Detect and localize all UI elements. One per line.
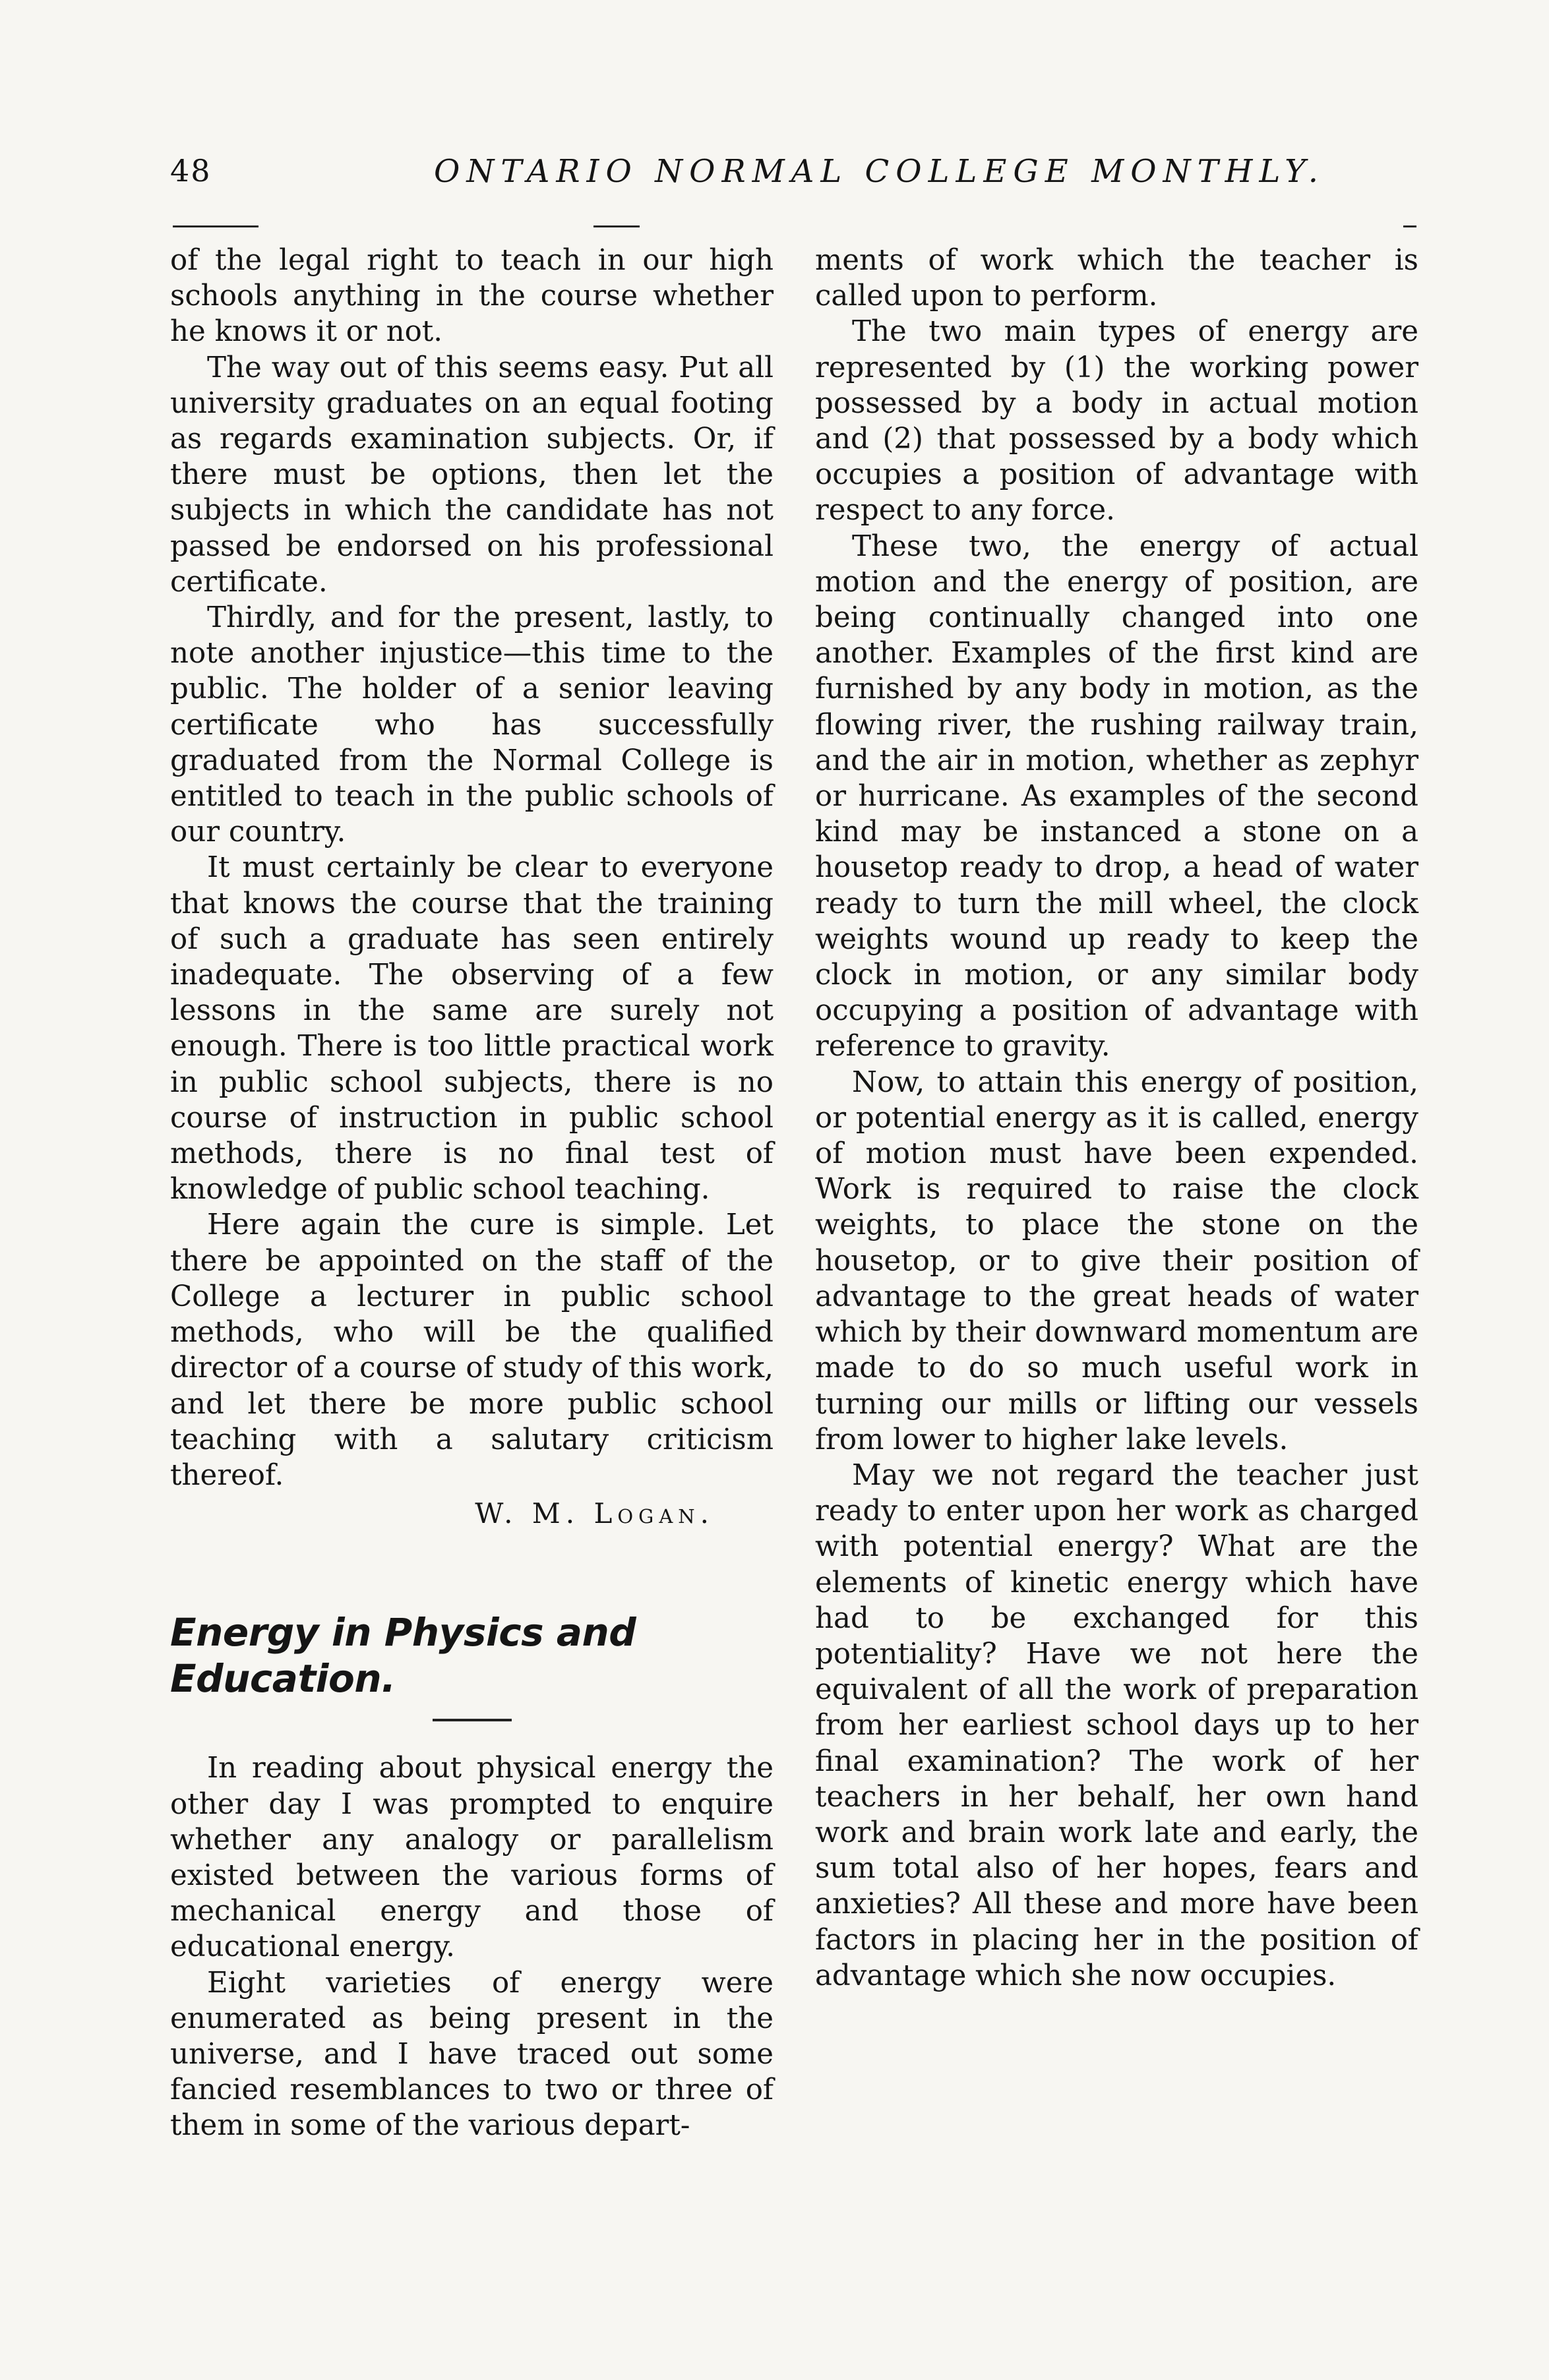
right-column	[815, 243, 1418, 1994]
left-column	[170, 243, 774, 2144]
paragraph: ments of work which the teacher is called upon to perform.	[815, 244, 1418, 313]
paragraph: The two main types of energy are represented by (1) the working power possessed by a body in actual motion and (2) that possessed by a body which occupies a position of advantage with respect to any force.	[815, 315, 1418, 527]
paragraph: Eight varieties of energy were enumerated as being present in the universe, and I have traced out some fancied resemblances to two or three of them in some of the various depart-	[170, 1966, 774, 2143]
header-rule-middle	[593, 225, 640, 227]
title-rule	[433, 1719, 512, 1721]
paragraph: The way out of this seems easy. Put all university graduates on an equal footing as regards examination subjects. Or, if there must be options, then let the subjects in which the candidate has not passed be endorsed on his professional certificate.	[170, 351, 774, 599]
author-signature: W. M. Logan.	[475, 1497, 714, 1530]
paragraph: Here again the cure is simple. Let there be appointed on the staff of the College a lecturer in public school methods, who will be the qualified director of a course of study of this work, and let there be more public school teaching with a salutary criticism thereof.	[170, 1208, 774, 1492]
page-number: 48	[170, 153, 212, 189]
paragraph: of the legal right to teach in our high schools anything in the course whether he knows it or not.	[170, 244, 774, 349]
paragraph: Thirdly, and for the present, lastly, to note another injustice—this time to the public. The holder of a senior leaving certificate who has successfully graduated from the Normal College is entitled to teach in the public schools of our country.	[170, 601, 774, 849]
article-title: Energy in Physics and Education.	[170, 1610, 636, 1702]
paragraph: It must certainly be clear to everyone that knows the course that the training of such a graduate has seen entirely inadequate. The observing of a few lessons in the same are surely not enough. There is too little practical work in public school subjects, there is no course of instruction in public school methods, there is no final test of knowledge of public school teaching.	[170, 851, 774, 1206]
paragraph: Now, to attain this energy of position, or potential energy as it is called, energy of motion must have been expended. Work is required to raise the clock weights, to place the stone on the housetop, or to give their position of advantage to the great heads of water which by their downward momentum are made to do so much useful work in turning our mills or lifting our vessels from lower to higher lake levels.	[815, 1065, 1418, 1456]
running-title: ONTARIO NORMAL COLLEGE MONTHLY.	[434, 153, 1325, 190]
paragraph: May we not regard the teacher just ready to enter upon her work as charged with potential energy? What are the elements of kinetic energy which have had to be exchanged for this potentiality? Have we not here the equivalent of all the work of preparation from her earliest school days up to her final examination? The work of her teachers in her behalf, her own hand work and brain work late and early, the sum total also of her hopes, fears and anxieties? All these and more have been factors in placing her in the position of advantage which she now occupies.	[815, 1458, 1418, 1992]
paragraph: These two, the energy of actual motion and the energy of position, are being continually changed into one another. Examples of the first kind are furnished by any body in motion, as the flowing river, the rushing railway train, and the air in motion, whether as zephyr or hurricane. As examples of the second kind may be instanced a stone on a housetop ready to drop, a head of water ready to turn the mill wheel, the clock weights wound up ready to keep the clock in motion, or any similar body occupying a position of advantage with reference to gravity.	[815, 529, 1418, 1063]
page-header	[170, 153, 1416, 206]
header-rule-left	[173, 225, 258, 227]
paragraph: In reading about physical energy the other day I was prompted to enquire whether any analogy or parallelism existed between the various forms of mechanical energy and those of educational energy.	[170, 1752, 774, 1964]
header-rule-right	[1403, 225, 1416, 227]
